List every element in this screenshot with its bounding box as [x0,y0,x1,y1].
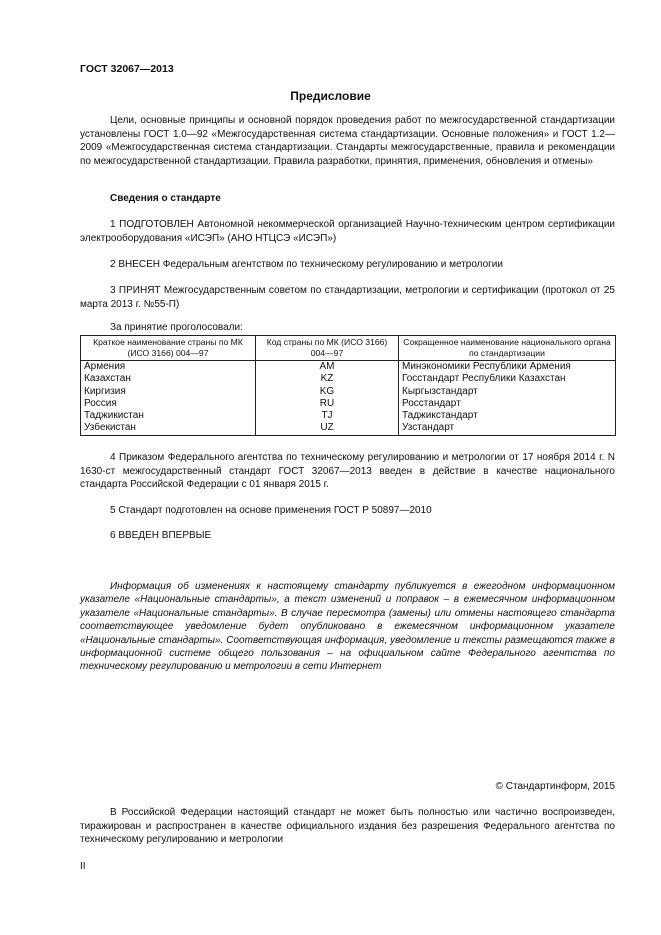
item-basis: 5 Стандарт подготовлен на основе применения ГОСТ Р 50897—2010 [110,505,432,516]
intro-paragraph: Цели, основные принципы и основной порядок проведения работ по межгосударственной стандартизации установлены ГОСТ 1.0—92 «Межгосударственная система стандартизации. Основные положения» и ГОСТ 1.2—2009 «Межгосударственная система стандартизации. Стандарты межгосударственные, правила и рекомендации по межгосударственной стандартизации. Правила разработки, принятия, применения, обновления и отмены» [80,115,615,167]
country-name: Узбекистан [81,422,256,435]
national-body: Росстандарт [399,398,616,410]
info-heading: Сведения о стандарте [110,193,221,204]
table-row [81,386,616,398]
country-name: Киргизия [81,386,256,398]
vote-caption: За принятие проголосовали: [110,322,243,333]
table-row [81,410,616,422]
country-name: Россия [81,398,256,410]
header-national-body: Сокращенное наименование национального органа по стандартизации [399,336,616,361]
table-row [81,373,616,385]
country-code: KG [256,386,399,398]
change-notice: Информация об изменениях к настоящему стандарту публикуется в ежегодном информационном указателе «Национальные стандарты», а текст изменений и поправок – в ежемесячном информационном указателе «Национальные стандарты». В случае пересмотра (замены) или отмены настоящего стандарта соответствующее уведомление будет опубликовано в ежемесячном информационном указателе «Национальные стандарты». Соответствующая информация, уведомление и тексты размещаются также в информационной системе общего пользования – на официальном сайте Федерального агентства по техническому регулированию и метрологии в сети Интернет [80,581,615,673]
country-code: KZ [256,373,399,385]
page-title: Предисловие [290,89,371,103]
country-code: TJ [256,410,399,422]
item-first-introduced: 6 ВВЕДЕН ВПЕРВЫЕ [110,530,212,541]
country-code: RU [256,398,399,410]
table-row [81,422,616,435]
header-country-name: Краткое наименование страны по МК (ИСО 3166) 004—97 [81,336,256,361]
header-country-code: Код страны по МК (ИСО 3166) 004—97 [256,336,399,361]
item-adopted: 3 ПРИНЯТ Межгосударственным советом по стандартизации, метрологии и сертификации (протокол от 25 марта 2013 г. №55-П) [80,285,615,310]
standard-code: ГОСТ 32067—2013 [80,63,174,75]
item-prepared: 1 ПОДГОТОВЛЕН Автономной некоммерческой организацией Научно-техническим центром сертификации электрооборудования «ИСЭП» (АНО НТЦСЭ «ИСЭП») [80,219,615,244]
country-name: Армения [81,361,256,374]
national-body: Узстандарт [399,422,616,435]
country-name: Казахстан [81,373,256,385]
country-name: Таджикистан [81,410,256,422]
item-introduced: 2 ВНЕСЕН Федеральным агентством по техническому регулированию и метрологии [110,259,503,270]
national-body: Таджикстандарт [399,410,616,422]
national-body: Госстандарт Республики Казахстан [399,373,616,385]
country-code: UZ [256,422,399,435]
page-number: II [80,861,86,872]
table-row [81,398,616,410]
reproduction-notice: В Российской Федерации настоящий стандарт не может быть полностью или частично воспроизведен, тиражирован и распространен в качестве официального издания без разрешения Федерального агентства по техническому регулированию и метрологии [80,807,615,846]
national-body: Минэкономики Республики Армения [399,361,616,374]
item-enacted: 4 Приказом Федерального агентства по техническому регулированию и метрологии от 17 ноября 2014 г. N 1630-ст межгосударственный стандарт ГОСТ 32067—2013 введен в действие в качестве национального стандарта Российской Федерации с 01 января 2015 г. [80,452,615,491]
copyright: © Стандартинформ, 2015 [495,781,615,792]
vote-table [80,335,616,436]
national-body: Кыргызстандарт [399,386,616,398]
vote-table-header [81,336,616,361]
table-row [81,361,616,374]
country-code: AM [256,361,399,374]
